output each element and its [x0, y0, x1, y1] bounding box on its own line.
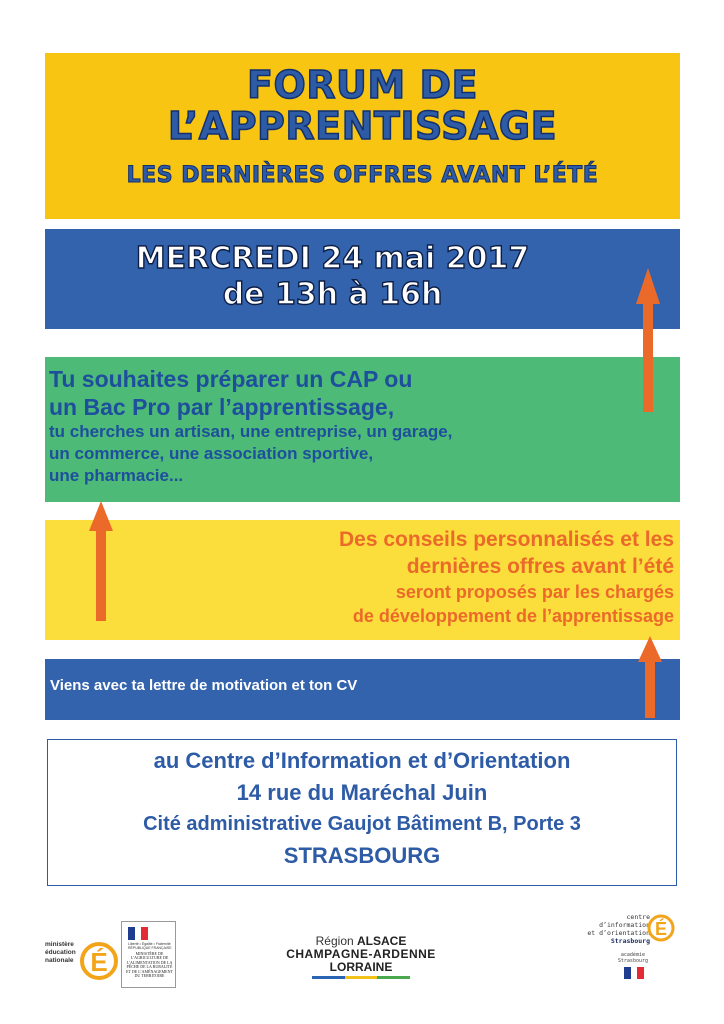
- event-time: de 13h à 16h: [222, 277, 443, 312]
- advice-line-2: dernières offres avant l’été: [406, 555, 674, 578]
- intro-line-2: un Bac Pro par l’apprentissage,: [49, 394, 395, 420]
- region-prefix: Région: [315, 934, 354, 948]
- arrow-up-icon: [89, 501, 113, 621]
- date-banner: [45, 229, 680, 329]
- cio-line-1: centre d’information: [599, 913, 650, 929]
- e-icon: [79, 929, 119, 983]
- advice-panel: [45, 520, 680, 640]
- region-name: ALSACE: [357, 934, 407, 948]
- ministere-agriculture-label: MINISTÈRE DE L’AGRICULTURE DE L’ALIMENTATION DE LA PÊCHE DE LA RURALITÉ ET DE L’AMÉNAGEMENT DU TERRITOIRE: [126, 951, 173, 979]
- academie-label: académie: [620, 952, 645, 958]
- region-stripe: [312, 976, 410, 979]
- cio-line-2: et d’orientation: [587, 929, 650, 937]
- svg-text:É: É: [90, 947, 108, 977]
- french-flag-icon: [128, 927, 148, 940]
- arrow-up-icon: [638, 636, 662, 718]
- intro-line-3: tu cherches un artisan, une entreprise, un garage,: [49, 422, 453, 441]
- ministere-label: ministère éducation nationale: [45, 941, 76, 964]
- arrow-up-icon: [636, 268, 660, 412]
- address-line-1: au Centre d’Information et d’Orientation: [153, 748, 571, 773]
- intro-line-1: Tu souhaites préparer un CAP ou: [49, 366, 413, 392]
- event-date: MERCREDI 24 mai 2017: [135, 241, 530, 276]
- address-line-4: STRASBOURG: [283, 843, 441, 868]
- advice-line-1: Des conseils personnalisés et les: [339, 528, 674, 551]
- region-logo: [282, 935, 440, 985]
- advice-line-3: seront proposés par les chargés: [395, 582, 674, 602]
- cv-text: Viens avec ta lettre de motivation et ton CV: [50, 677, 358, 694]
- cv-banner: [45, 659, 680, 720]
- french-flag-icon: [624, 967, 644, 979]
- cio-line-3: Strasbourg: [610, 937, 650, 945]
- intro-line-5: une pharmacie...: [49, 466, 184, 485]
- address-line-3: Cité administrative Gaujot Bâtiment B, Porte 3: [143, 813, 581, 835]
- cio-logo: [578, 907, 678, 985]
- address-line-2: 14 rue du Maréchal Juin: [236, 780, 488, 805]
- title-line-2: L’APPRENTISSAGE: [167, 104, 558, 148]
- ministere-agriculture-logo: [121, 921, 176, 988]
- address-box: [47, 739, 677, 886]
- title-banner: [45, 53, 680, 219]
- ministere-education-logo: [45, 925, 115, 983]
- e-icon: [646, 907, 676, 943]
- title-line-1: FORUM DE: [247, 63, 478, 107]
- intro-line-4: un commerce, une association sportive,: [49, 444, 374, 463]
- academie-city: Strasbourg: [617, 958, 648, 964]
- republique-label: Liberté • Égalité • Fraternité RÉPUBLIQUE FRANÇAISE: [128, 942, 172, 950]
- intro-panel: [45, 357, 680, 502]
- region-line-2: CHAMPAGNE-ARDENNE: [286, 947, 436, 961]
- svg-text:É: É: [654, 919, 668, 939]
- region-line-3: LORRAINE: [329, 960, 393, 974]
- subtitle: LES DERNIÈRES OFFRES AVANT L’ÉTÉ: [126, 163, 599, 188]
- advice-line-4: de développement de l’apprentissage: [352, 606, 674, 626]
